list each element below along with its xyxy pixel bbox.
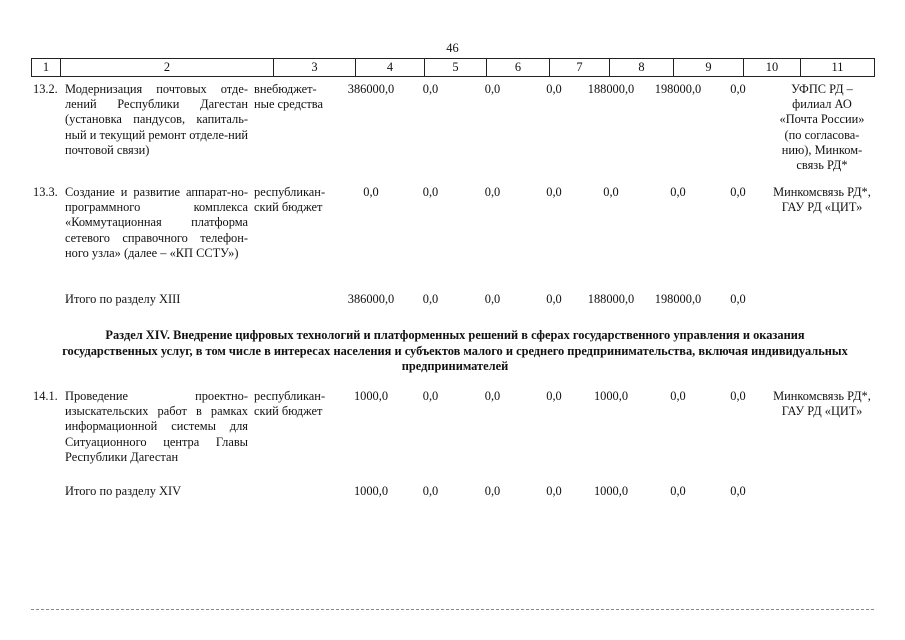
header-col-7: 7 [550,59,610,76]
header-col-1: 1 [32,59,61,76]
header-col-6: 6 [487,59,550,76]
bottom-divider [31,609,874,610]
section-title: Раздел XIV. Внедрение цифровых технологий и платформенных решений в сферах государственного управления и оказания государственных услуг, в том числе в интересах населения и субъектов малого и среднего предпринимательства, включая индивидуальных предпринимателей [62,328,848,374]
table-header [31,58,875,77]
header-col-2: 2 [61,59,274,76]
cell-col-7: 0,0 [546,389,562,403]
row-number: 13.2. [33,82,58,96]
cell-col-10: 0,0 [730,82,746,96]
cell-col-4: 1000,0 [353,484,389,498]
cell-col-6: 0,0 [484,82,501,96]
cell-col-4: 1000,0 [353,389,389,403]
page-number: 46 [446,41,459,55]
cell-col-6: 0,0 [484,389,501,403]
header-col-11: 11 [801,59,875,76]
cell-col-10: 0,0 [730,185,746,199]
cell-col-9: 0,0 [670,484,686,498]
header-col-5: 5 [425,59,487,76]
cell-col-6: 0,0 [484,484,501,498]
cell-col-7: 0,0 [546,292,562,306]
cell-col-9: 198000,0 [654,82,702,96]
row-name: Модернизация почтовых отде-лений Республики Дагестан (установка пандусов, капиталь-ный и текущий ремонт отделе-ний почтовой связи) [65,82,248,157]
row-executor: Минкомсвязь РД*, ГАУ РД «ЦИТ» [773,389,871,419]
row-number: 14.1. [33,389,58,403]
cell-col-5: 0,0 [422,484,439,498]
cell-col-8: 188000,0 [587,82,635,96]
cell-col-4: 0,0 [363,185,379,199]
cell-col-8: 188000,0 [587,292,635,306]
cell-col-5: 0,0 [422,389,439,403]
row-executor: Минкомсвязь РД*, ГАУ РД «ЦИТ» [773,185,871,215]
cell-col-5: 0,0 [422,292,439,306]
cell-col-8: 1000,0 [593,484,629,498]
row-name: Проведение проектно-изыскательских работ в рамках информационной системы для Ситуационного центра Главы Республики Дагестан [65,389,248,464]
cell-col-9: 0,0 [670,185,686,199]
row-name: Создание и развитие аппарат-но-программного комплекса «Коммутационная платформа сетевого справочного телефон-ного узла» (далее – «КП ССТУ») [65,185,248,260]
header-col-10: 10 [744,59,801,76]
header-col-3: 3 [274,59,356,76]
cell-col-5: 0,0 [422,185,439,199]
cell-col-7: 0,0 [546,185,562,199]
cell-col-7: 0,0 [546,484,562,498]
header-col-8: 8 [610,59,674,76]
cell-col-8: 0,0 [603,185,619,199]
cell-col-4: 386000,0 [347,292,395,306]
cell-col-10: 0,0 [730,484,746,498]
row-number: 13.3. [33,185,58,199]
cell-col-10: 0,0 [730,389,746,403]
cell-col-4: 386000,0 [347,82,395,96]
cell-col-6: 0,0 [484,292,501,306]
cell-col-6: 0,0 [484,185,501,199]
cell-col-8: 1000,0 [593,389,629,403]
row-source: внебюджет-ные средства [254,82,323,112]
cell-col-5: 0,0 [422,82,439,96]
cell-col-9: 198000,0 [654,292,702,306]
row-executor: УФПС РД – филиал АО «Почта России» (по согласова-нию), Минком-связь РД* [779,82,865,173]
row-source: республикан-ский бюджет [254,389,326,419]
header-col-4: 4 [356,59,425,76]
total-label: Итого по разделу XIV [65,484,182,498]
header-col-9: 9 [674,59,744,76]
cell-col-7: 0,0 [546,82,562,96]
cell-col-10: 0,0 [730,292,746,306]
total-label: Итого по разделу XIII [65,292,181,306]
cell-col-9: 0,0 [670,389,686,403]
row-source: республикан-ский бюджет [254,185,326,215]
